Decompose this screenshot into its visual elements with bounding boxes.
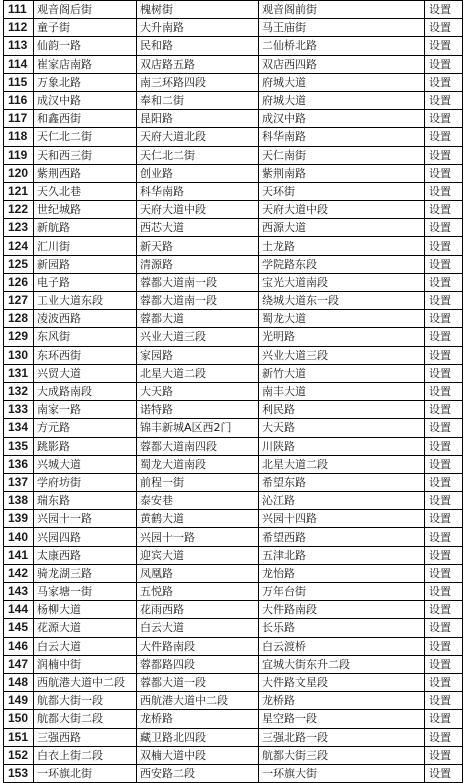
road-name: 和鑫西街	[34, 110, 137, 128]
table-row	[4, 564, 463, 582]
start-point: 蓉都大道	[137, 310, 259, 328]
table-row	[4, 273, 463, 291]
row-number: 113	[4, 37, 34, 55]
table-row	[4, 619, 463, 637]
table-row	[4, 710, 463, 728]
table-row	[4, 419, 463, 437]
table-row	[4, 73, 463, 91]
action-cell: 设置	[425, 510, 463, 528]
table-row	[4, 510, 463, 528]
start-point: 泰安巷	[137, 492, 259, 510]
end-point: 一环旗大街	[259, 764, 425, 782]
row-number: 139	[4, 510, 34, 528]
table-row	[4, 382, 463, 400]
end-point: 万年台街	[259, 583, 425, 601]
road-name: 兴园十一路	[34, 510, 137, 528]
road-name: 杨柳大道	[34, 601, 137, 619]
road-name: 太康西路	[34, 546, 137, 564]
action-cell: 设置	[425, 328, 463, 346]
start-point: 双楠大道中段	[137, 746, 259, 764]
action-cell: 设置	[425, 601, 463, 619]
end-point: 观音阁前街	[259, 1, 425, 19]
start-point: 昆阳路	[137, 110, 259, 128]
start-point: 西安路二段	[137, 764, 259, 782]
table-row	[4, 182, 463, 200]
end-point: 绕城大道东一段	[259, 292, 425, 310]
row-number: 126	[4, 273, 34, 291]
end-point: 龙怡路	[259, 564, 425, 582]
start-point: 蜀龙大道南段	[137, 455, 259, 473]
table-row	[4, 146, 463, 164]
end-point: 南丰大道	[259, 382, 425, 400]
table-row	[4, 746, 463, 764]
start-point: 五悦路	[137, 583, 259, 601]
table-row	[4, 128, 463, 146]
action-cell: 设置	[425, 55, 463, 73]
road-name: 马家塘一街	[34, 583, 137, 601]
table-row	[4, 237, 463, 255]
road-name: 观音阁后街	[34, 1, 137, 19]
road-name: 航都大街一段	[34, 692, 137, 710]
table-row	[4, 673, 463, 691]
table-row	[4, 201, 463, 219]
end-point: 马王庙街	[259, 19, 425, 37]
action-cell: 设置	[425, 201, 463, 219]
road-name: 万象北路	[34, 73, 137, 91]
road-name: 新航路	[34, 219, 137, 237]
road-name: 南家一路	[34, 401, 137, 419]
row-number: 149	[4, 692, 34, 710]
road-name: 白云大道	[34, 637, 137, 655]
table-row	[4, 583, 463, 601]
road-name: 童子街	[34, 19, 137, 37]
row-number: 124	[4, 237, 34, 255]
start-point: 龙桥路	[137, 710, 259, 728]
end-point: 利民路	[259, 401, 425, 419]
table-row	[4, 164, 463, 182]
end-point: 川陕路	[259, 437, 425, 455]
table-row	[4, 292, 463, 310]
action-cell: 设置	[425, 110, 463, 128]
action-cell: 设置	[425, 1, 463, 19]
end-point: 长乐路	[259, 619, 425, 637]
action-cell: 设置	[425, 746, 463, 764]
start-point: 兴业大道三段	[137, 328, 259, 346]
end-point: 龙桥路	[259, 692, 425, 710]
start-point: 白云大道	[137, 619, 259, 637]
start-point: 西航港大道中二段	[137, 692, 259, 710]
road-name: 东风街	[34, 328, 137, 346]
end-point: 光明路	[259, 328, 425, 346]
road-name: 工业大道东段	[34, 292, 137, 310]
table-row	[4, 219, 463, 237]
road-name: 兴贸大道	[34, 364, 137, 382]
action-cell: 设置	[425, 473, 463, 491]
action-cell: 设置	[425, 692, 463, 710]
row-number: 140	[4, 528, 34, 546]
row-number: 125	[4, 255, 34, 273]
row-number: 115	[4, 73, 34, 91]
end-point: 二仙桥北路	[259, 37, 425, 55]
row-number: 130	[4, 346, 34, 364]
row-number: 121	[4, 182, 34, 200]
road-name: 崔家店南路	[34, 55, 137, 73]
road-name: 东环西街	[34, 346, 137, 364]
end-point: 星空路一段	[259, 710, 425, 728]
end-point: 土龙路	[259, 237, 425, 255]
table-row	[4, 655, 463, 673]
road-name: 学府坊街	[34, 473, 137, 491]
row-number: 120	[4, 164, 34, 182]
action-cell: 设置	[425, 128, 463, 146]
start-point: 天仁北二街	[137, 146, 259, 164]
end-point: 大件路文星段	[259, 673, 425, 691]
road-name: 汇川街	[34, 237, 137, 255]
row-number: 145	[4, 619, 34, 637]
action-cell: 设置	[425, 237, 463, 255]
action-cell: 设置	[425, 710, 463, 728]
end-point: 五津北路	[259, 546, 425, 564]
start-point: 西芯大道	[137, 219, 259, 237]
row-number: 133	[4, 401, 34, 419]
table-row	[4, 601, 463, 619]
road-name: 西航港大道中二段	[34, 673, 137, 691]
row-number: 135	[4, 437, 34, 455]
end-point: 蜀龙大道	[259, 310, 425, 328]
row-number: 131	[4, 364, 34, 382]
table-row	[4, 492, 463, 510]
end-point: 兴园十四路	[259, 510, 425, 528]
table-row	[4, 346, 463, 364]
start-point: 天府大道北段	[137, 128, 259, 146]
table-row	[4, 310, 463, 328]
road-table-body	[4, 1, 463, 783]
start-point: 迎宾大道	[137, 546, 259, 564]
start-point: 新天路	[137, 237, 259, 255]
end-point: 希望西路	[259, 528, 425, 546]
end-point: 紫荆南路	[259, 164, 425, 182]
start-point: 南三环路四段	[137, 73, 259, 91]
row-number: 138	[4, 492, 34, 510]
road-name: 天久北巷	[34, 182, 137, 200]
table-row	[4, 528, 463, 546]
end-point: 双店西四路	[259, 55, 425, 73]
action-cell: 设置	[425, 310, 463, 328]
start-point: 大升南路	[137, 19, 259, 37]
road-name: 新园路	[34, 255, 137, 273]
road-name: 世纪城路	[34, 201, 137, 219]
road-name: 凌波西路	[34, 310, 137, 328]
end-point: 北星大道二段	[259, 455, 425, 473]
road-name: 天和西三街	[34, 146, 137, 164]
road-name: 骑龙湖三路	[34, 564, 137, 582]
start-point: 兴园十一路	[137, 528, 259, 546]
road-name: 方元路	[34, 419, 137, 437]
road-table-sheet	[3, 0, 462, 780]
action-cell: 设置	[425, 91, 463, 109]
start-point: 天府大道中段	[137, 201, 259, 219]
row-number: 136	[4, 455, 34, 473]
road-name: 瑞东路	[34, 492, 137, 510]
end-point: 府城大道	[259, 73, 425, 91]
table-row	[4, 91, 463, 109]
start-point: 北星大道二段	[137, 364, 259, 382]
action-cell: 设置	[425, 583, 463, 601]
road-name: 花源大道	[34, 619, 137, 637]
row-number: 132	[4, 382, 34, 400]
end-point: 府城大道	[259, 91, 425, 109]
action-cell: 设置	[425, 292, 463, 310]
action-cell: 设置	[425, 273, 463, 291]
table-row	[4, 364, 463, 382]
start-point: 锦丰新城A区西2门	[137, 419, 259, 437]
table-row	[4, 37, 463, 55]
road-name: 成汉中路	[34, 91, 137, 109]
action-cell: 设置	[425, 619, 463, 637]
end-point: 三强北路一段	[259, 728, 425, 746]
start-point: 黄鹤大道	[137, 510, 259, 528]
action-cell: 设置	[425, 37, 463, 55]
table-row	[4, 1, 463, 19]
row-number: 142	[4, 564, 34, 582]
action-cell: 设置	[425, 728, 463, 746]
table-row	[4, 19, 463, 37]
action-cell: 设置	[425, 19, 463, 37]
row-number: 116	[4, 91, 34, 109]
row-number: 114	[4, 55, 34, 73]
action-cell: 设置	[425, 764, 463, 782]
end-point: 沁江路	[259, 492, 425, 510]
end-point: 科华南路	[259, 128, 425, 146]
row-number: 146	[4, 637, 34, 655]
row-number: 122	[4, 201, 34, 219]
action-cell: 设置	[425, 419, 463, 437]
start-point: 家园路	[137, 346, 259, 364]
row-number: 152	[4, 746, 34, 764]
row-number: 150	[4, 710, 34, 728]
action-cell: 设置	[425, 546, 463, 564]
action-cell: 设置	[425, 637, 463, 655]
start-point: 清源路	[137, 255, 259, 273]
end-point: 宜城大街东升二段	[259, 655, 425, 673]
row-number: 147	[4, 655, 34, 673]
action-cell: 设置	[425, 255, 463, 273]
start-point: 蓉都大道南四段	[137, 437, 259, 455]
end-point: 学院路东段	[259, 255, 425, 273]
end-point: 白云渡桥	[259, 637, 425, 655]
end-point: 天环街	[259, 182, 425, 200]
row-number: 128	[4, 310, 34, 328]
row-number: 118	[4, 128, 34, 146]
end-point: 兴业大道三段	[259, 346, 425, 364]
road-name: 仙韵一路	[34, 37, 137, 55]
start-point: 科华南路	[137, 182, 259, 200]
start-point: 凤凰路	[137, 564, 259, 582]
row-number: 123	[4, 219, 34, 237]
row-number: 137	[4, 473, 34, 491]
start-point: 蓉都大道一段	[137, 673, 259, 691]
start-point: 藏卫路北四段	[137, 728, 259, 746]
row-number: 117	[4, 110, 34, 128]
end-point: 成汉中路	[259, 110, 425, 128]
action-cell: 设置	[425, 401, 463, 419]
row-number: 112	[4, 19, 34, 37]
road-name: 白衣上街二段	[34, 746, 137, 764]
table-row	[4, 692, 463, 710]
start-point: 槐树街	[137, 1, 259, 19]
row-number: 127	[4, 292, 34, 310]
start-point: 蓉都路四段	[137, 655, 259, 673]
road-name: 天仁北二街	[34, 128, 137, 146]
action-cell: 设置	[425, 364, 463, 382]
action-cell: 设置	[425, 146, 463, 164]
start-point: 花雨西路	[137, 601, 259, 619]
end-point: 天府大道中段	[259, 201, 425, 219]
road-name: 航都大街二段	[34, 710, 137, 728]
table-row	[4, 110, 463, 128]
table-row	[4, 328, 463, 346]
action-cell: 设置	[425, 673, 463, 691]
action-cell: 设置	[425, 528, 463, 546]
start-point: 奉和二街	[137, 91, 259, 109]
road-name: 大成路南段	[34, 382, 137, 400]
start-point: 蓉都大道南一段	[137, 273, 259, 291]
row-number: 143	[4, 583, 34, 601]
table-row	[4, 473, 463, 491]
table-row	[4, 401, 463, 419]
table-row	[4, 55, 463, 73]
table-row	[4, 764, 463, 782]
end-point: 希望东路	[259, 473, 425, 491]
action-cell: 设置	[425, 73, 463, 91]
action-cell: 设置	[425, 346, 463, 364]
action-cell: 设置	[425, 455, 463, 473]
row-number: 134	[4, 419, 34, 437]
action-cell: 设置	[425, 564, 463, 582]
row-number: 148	[4, 673, 34, 691]
table-row	[4, 728, 463, 746]
start-point: 大件路南段	[137, 637, 259, 655]
road-name: 兴城大道	[34, 455, 137, 473]
action-cell: 设置	[425, 492, 463, 510]
action-cell: 设置	[425, 182, 463, 200]
table-row	[4, 455, 463, 473]
action-cell: 设置	[425, 655, 463, 673]
road-name: 三强西路	[34, 728, 137, 746]
start-point: 创业路	[137, 164, 259, 182]
road-name: 润楠中街	[34, 655, 137, 673]
start-point: 蓉都大道南一段	[137, 292, 259, 310]
start-point: 前程一街	[137, 473, 259, 491]
road-name: 跳影路	[34, 437, 137, 455]
table-row	[4, 255, 463, 273]
end-point: 新竹大道	[259, 364, 425, 382]
action-cell: 设置	[425, 164, 463, 182]
row-number: 144	[4, 601, 34, 619]
action-cell: 设置	[425, 437, 463, 455]
action-cell: 设置	[425, 382, 463, 400]
row-number: 119	[4, 146, 34, 164]
start-point: 民和路	[137, 37, 259, 55]
road-name: 紫荆西路	[34, 164, 137, 182]
table-row	[4, 546, 463, 564]
end-point: 大件路南段	[259, 601, 425, 619]
road-name: 一环旗北街	[34, 764, 137, 782]
end-point: 宝光大道南段	[259, 273, 425, 291]
end-point: 天仁南街	[259, 146, 425, 164]
table-row	[4, 437, 463, 455]
row-number: 153	[4, 764, 34, 782]
row-number: 111	[4, 1, 34, 19]
start-point: 大天路	[137, 382, 259, 400]
road-name: 兴园四路	[34, 528, 137, 546]
end-point: 航都大街三段	[259, 746, 425, 764]
road-name: 电子路	[34, 273, 137, 291]
row-number: 151	[4, 728, 34, 746]
road-table	[3, 0, 463, 783]
row-number: 141	[4, 546, 34, 564]
start-point: 诺特路	[137, 401, 259, 419]
table-row	[4, 637, 463, 655]
end-point: 西源大道	[259, 219, 425, 237]
row-number: 129	[4, 328, 34, 346]
start-point: 双店路五路	[137, 55, 259, 73]
end-point: 大天路	[259, 419, 425, 437]
action-cell: 设置	[425, 219, 463, 237]
